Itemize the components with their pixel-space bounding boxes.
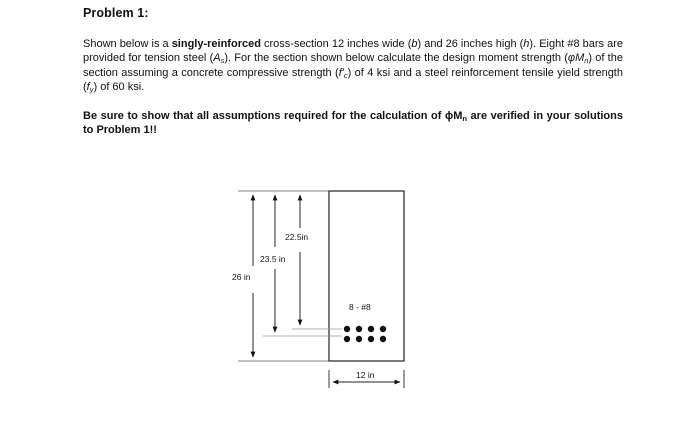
problem-title: Problem 1:: [83, 6, 149, 20]
var-fc-base: f': [338, 66, 344, 79]
var-fy-sub: y: [89, 84, 94, 94]
rebar-dot: [344, 336, 350, 342]
text-run: ) of 4 ksi and a steel reinforcement tensile yield strength (: [83, 66, 623, 93]
text-run: ). For the section shown below calculate the design moment strength (: [224, 52, 568, 65]
dim-23-5-label: 23.5 in: [260, 254, 286, 264]
text-run: ) of 60 ksi.: [93, 80, 145, 93]
rebar-dot: [344, 326, 350, 332]
rebar-dot: [356, 336, 362, 342]
var-fy-base: f: [86, 80, 90, 93]
rebar-group: [344, 326, 386, 342]
rebar-dot: [368, 326, 374, 332]
text-run: cross-section 12 inches wide (: [260, 38, 412, 50]
text-run: ). Eight #8 bars are provided for tension steel (: [83, 38, 623, 65]
var-mn-base: M: [575, 52, 585, 65]
var-b: b: [411, 38, 418, 50]
text-run: Shown below is a: [83, 38, 172, 50]
rebar-dot: [356, 326, 362, 332]
var-mn-sub: n: [584, 56, 589, 66]
dim-26-label: 26 in: [232, 272, 251, 282]
var-phi: φ: [567, 52, 576, 65]
text-run: ) and 26 inches high (: [417, 38, 524, 50]
var-fc-sub: c: [343, 70, 348, 80]
text-run: ) of the section assuming a concrete compressive strength (: [83, 52, 623, 79]
rebar-dot: [380, 326, 386, 332]
emphasis-singly-reinforced: singly-reinforced: [171, 38, 261, 50]
var-phi-m-sub: n: [462, 114, 467, 123]
text-run: are verified in your solutions to Problem 1!!: [83, 110, 623, 137]
var-as-base: A: [213, 52, 221, 65]
var-as-sub: s: [220, 56, 225, 66]
text-run: Be sure to show that all assumptions required for the calculation of: [83, 110, 445, 122]
dim-12-label: 12 in: [356, 370, 375, 380]
rebar-dot: [368, 336, 374, 342]
rebar-dot: [380, 336, 386, 342]
dim-22-5-label: 22.5in: [285, 232, 309, 242]
rebar-label: 8 - #8: [349, 302, 371, 312]
var-phi-m: ϕM: [444, 110, 463, 122]
var-h: h: [523, 38, 530, 50]
beam-section-outline: [329, 191, 404, 361]
